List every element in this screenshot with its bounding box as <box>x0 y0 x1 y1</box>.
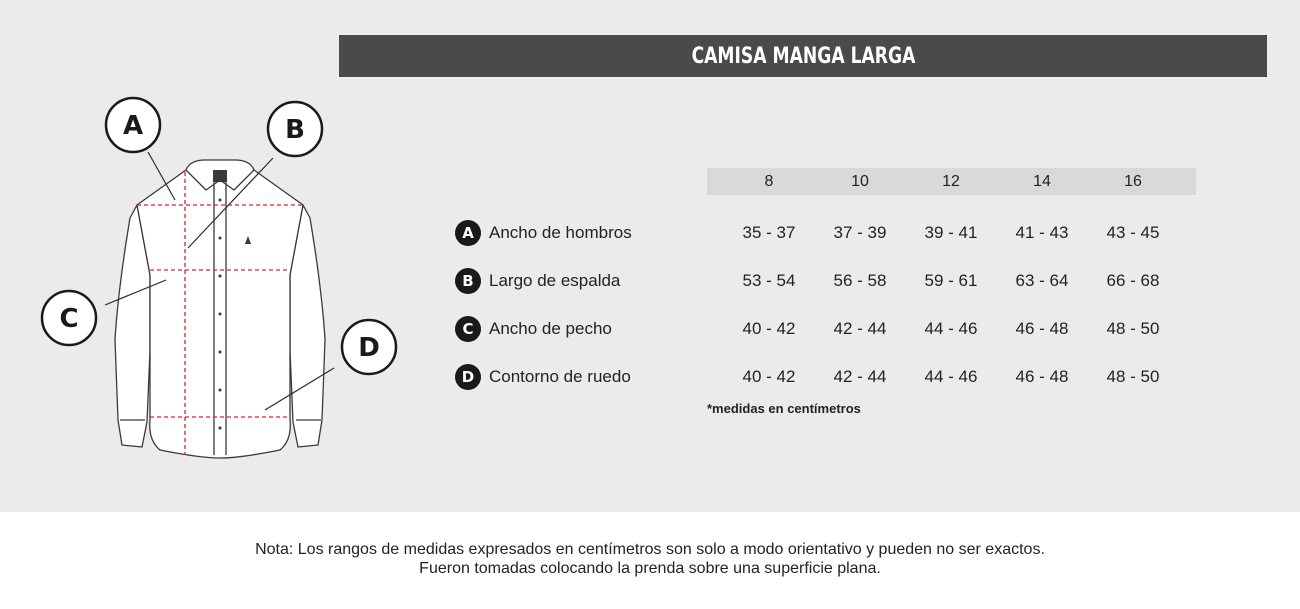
badge-a: A <box>455 220 481 246</box>
size-10: 10 <box>851 173 869 190</box>
row-value: 40 - 42 <box>742 319 796 338</box>
size-8: 8 <box>764 173 774 190</box>
note-line-1: Nota: Los rangos de medidas expresados en centímetros son solo a modo orientativo y pueden no ser exactos. <box>255 541 1045 558</box>
row-value: 44 - 46 <box>924 319 978 338</box>
row-value: 37 - 39 <box>833 223 887 242</box>
size-16: 16 <box>1124 173 1142 190</box>
row-value: 48 - 50 <box>1106 319 1160 338</box>
row-value: 66 - 68 <box>1106 271 1160 290</box>
chart-title: CAMISA MANGA LARGA <box>691 43 915 69</box>
row-label: Ancho de pecho <box>489 319 612 338</box>
svg-text:B: B <box>285 115 305 145</box>
disclaimer-note <box>0 540 1300 578</box>
row-value: 43 - 45 <box>1106 223 1160 242</box>
row-label: Contorno de ruedo <box>489 367 631 386</box>
note-line-2: Fueron tomadas colocando la prenda sobre una superficie plana. <box>419 560 881 577</box>
svg-text:C: C <box>59 304 79 334</box>
row-value: 40 - 42 <box>742 367 796 386</box>
units-note: *medidas en centímetros <box>707 401 861 416</box>
row-value: 56 - 58 <box>833 271 887 290</box>
shirt-diagram <box>0 80 420 480</box>
row-value: 42 - 44 <box>833 367 887 386</box>
row-label: Largo de espalda <box>489 271 621 290</box>
callout-c <box>42 291 96 345</box>
row-value: 53 - 54 <box>742 271 796 290</box>
badge-d: D <box>455 364 481 390</box>
row-value: 48 - 50 <box>1106 367 1160 386</box>
row-value: 39 - 41 <box>924 223 978 242</box>
badge-b: B <box>455 268 481 294</box>
row-value: 59 - 61 <box>924 271 978 290</box>
svg-text:D: D <box>358 333 380 363</box>
row-value: 42 - 44 <box>833 319 887 338</box>
svg-text:A: A <box>122 111 144 141</box>
badge-c: C <box>455 316 481 342</box>
row-value: 44 - 46 <box>924 367 978 386</box>
size-header-row <box>707 168 1196 195</box>
callout-b <box>268 102 322 156</box>
row-label: Ancho de hombros <box>489 223 632 242</box>
title-bar <box>339 35 1267 77</box>
callout-a <box>106 98 160 152</box>
row-value: 41 - 43 <box>1015 223 1069 242</box>
row-value: 35 - 37 <box>742 223 796 242</box>
row-value: 46 - 48 <box>1015 367 1069 386</box>
size-14: 14 <box>1033 173 1051 190</box>
row-value: 63 - 64 <box>1015 271 1069 290</box>
size-12: 12 <box>942 173 960 190</box>
row-value: 46 - 48 <box>1015 319 1069 338</box>
callout-d <box>342 320 396 374</box>
